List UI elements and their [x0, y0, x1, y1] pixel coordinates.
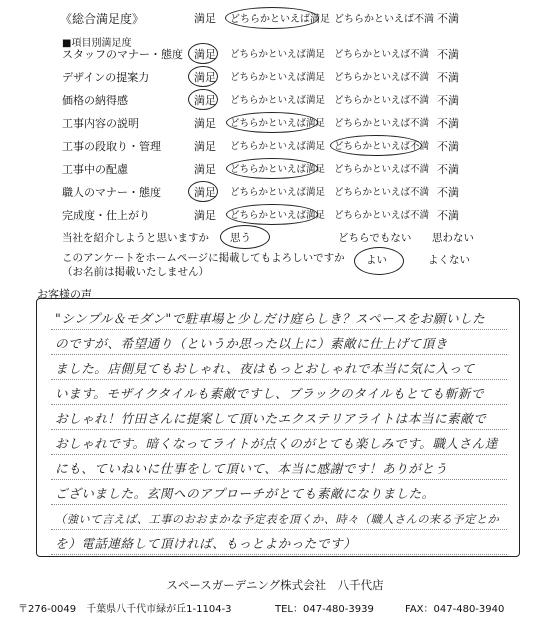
answer-circle: [188, 181, 218, 202]
item-unsatisfied[interactable]: 不満: [437, 48, 459, 61]
referral-yes[interactable]: 思う: [230, 232, 251, 244]
company-tel: TEL：047-480-3939: [275, 604, 374, 615]
comment-text: おしゃれです。暗くなってライトが点くのがとても楽しみです。職人さん達: [55, 436, 498, 451]
publish-question-line2: （お名前は掲載いたしません）: [62, 266, 209, 278]
item-somewhat-unsatisfied[interactable]: どちらかといえば不満: [334, 118, 430, 129]
section-title: ■項目別満足度: [62, 38, 132, 49]
item-label: 完成度・仕上がり: [62, 209, 150, 222]
answer-circle: [330, 135, 422, 156]
item-somewhat-satisfied[interactable]: どちらかといえば満足: [230, 187, 326, 198]
item-row: [0, 88, 550, 110]
item-label: 工事中の配慮: [62, 163, 128, 176]
item-satisfied[interactable]: 満足: [194, 71, 216, 84]
item-somewhat-satisfied[interactable]: どちらかといえば満足: [230, 72, 326, 83]
item-satisfied[interactable]: 満足: [194, 209, 216, 222]
publish-no[interactable]: よくない: [428, 254, 470, 266]
item-unsatisfied[interactable]: 不満: [437, 117, 459, 130]
item-satisfied[interactable]: 満足: [194, 48, 216, 61]
answer-circle: [188, 66, 218, 87]
answer-circle: [226, 204, 318, 225]
comment-text: います。モザイクタイルも素敵ですし、ブラックのタイルもとても斬新で: [55, 386, 484, 401]
publish-yes[interactable]: よい: [366, 254, 387, 266]
item-somewhat-unsatisfied[interactable]: どちらかといえば不満: [334, 187, 430, 198]
referral-neutral[interactable]: どちらでもない: [338, 232, 412, 244]
item-satisfied[interactable]: 満足: [194, 94, 216, 107]
answer-circle: [188, 43, 218, 64]
answer-circle: [226, 112, 318, 133]
comment-text: ございました。玄関へのアプローチがとても素敵になりました。: [55, 486, 435, 501]
item-label: 工事の段取り・管理: [62, 140, 161, 153]
referral-row: [0, 228, 550, 248]
referral-no[interactable]: 思わない: [432, 232, 474, 244]
comment-line: [51, 303, 507, 330]
item-somewhat-unsatisfied[interactable]: どちらかといえば不満: [334, 141, 430, 152]
overall-somewhat-satisfied[interactable]: どちらかといえば満足: [230, 14, 330, 25]
item-somewhat-satisfied[interactable]: どちらかといえば満足: [230, 210, 326, 221]
comment-box: [36, 298, 520, 557]
item-somewhat-satisfied[interactable]: どちらかといえば満足: [230, 141, 326, 152]
item-somewhat-satisfied[interactable]: どちらかといえば満足: [230, 164, 326, 175]
item-row: [0, 42, 550, 64]
referral-question: 当社を紹介しようと思いますか: [62, 232, 209, 244]
publish-question-line1: このアンケートをホームページに掲載してもよろしいですか: [62, 252, 345, 264]
item-row: [0, 65, 550, 87]
referral-answer-circle: [220, 225, 270, 249]
company-fax: FAX：047-480-3940: [405, 604, 505, 615]
comment-title: お客様の声: [37, 288, 92, 301]
answer-circle: [226, 158, 318, 179]
company-address: 〒276-0049 千葉県八千代市緑が丘1-1104-3: [18, 604, 232, 615]
company-name: スペースガーデニング株式会社 八千代店: [166, 578, 384, 592]
item-somewhat-unsatisfied[interactable]: どちらかといえば不満: [334, 49, 430, 60]
item-satisfied[interactable]: 満足: [194, 163, 216, 176]
item-somewhat-unsatisfied[interactable]: どちらかといえば不満: [334, 72, 430, 83]
comment-line: [51, 453, 507, 480]
comment-text: のですが、希望通り（というか思った以上に）素敵に仕上げて頂き: [55, 336, 448, 351]
comment-line: [51, 328, 507, 355]
item-satisfied[interactable]: 満足: [194, 117, 216, 130]
item-label: 職人のマナー・態度: [62, 186, 161, 199]
item-label: 工事内容の説明: [62, 117, 139, 130]
comment-line: [51, 353, 507, 380]
comment-line: [51, 528, 507, 555]
comment-text: ました。店側見てもおしゃれ、夜はもっとおしゃれで本当に気に入って: [55, 361, 475, 376]
item-label: スタッフのマナー・態度: [62, 48, 183, 61]
item-unsatisfied[interactable]: 不満: [437, 94, 459, 107]
overall-unsatisfied[interactable]: 不満: [437, 12, 459, 25]
comment-line: [51, 503, 507, 530]
item-somewhat-unsatisfied[interactable]: どちらかといえば不満: [334, 164, 430, 175]
item-label: デザインの提案力: [62, 71, 150, 84]
item-somewhat-satisfied[interactable]: どちらかといえば満足: [230, 118, 326, 129]
publish-answer-circle: [354, 247, 404, 275]
item-somewhat-satisfied[interactable]: どちらかといえば満足: [230, 95, 326, 106]
item-unsatisfied[interactable]: 不満: [437, 163, 459, 176]
item-row: [0, 180, 550, 202]
item-unsatisfied[interactable]: 不満: [437, 140, 459, 153]
comment-text: "シンプル＆モダン"で駐車場と少しだけ庭らしき？スペースをお願いした: [55, 311, 486, 326]
item-label: 価格の納得感: [62, 94, 128, 107]
comment-text: を）電話連絡して頂ければ、もっとよかったです）: [55, 536, 357, 551]
overall-answer-circle: [225, 7, 319, 29]
overall-somewhat-unsatisfied[interactable]: どちらかといえば不満: [334, 14, 434, 25]
item-unsatisfied[interactable]: 不満: [437, 186, 459, 199]
item-row: [0, 134, 550, 156]
item-satisfied[interactable]: 満足: [194, 140, 216, 153]
comment-text: （強いて言えば、工事のおおまかな予定表を頂くか、時々（職人さんの来る予定とか: [55, 513, 500, 526]
item-somewhat-satisfied[interactable]: どちらかといえば満足: [230, 49, 326, 60]
publish-row: [0, 250, 550, 280]
overall-label: 《総合満足度》: [60, 12, 145, 26]
item-unsatisfied[interactable]: 不満: [437, 209, 459, 222]
item-somewhat-unsatisfied[interactable]: どちらかといえば不満: [334, 210, 430, 221]
comment-line: [51, 378, 507, 405]
comment-text: おしゃれ！竹田さんに提案して頂いたエクステリアライトは本当に素敵で: [55, 411, 487, 426]
comment-text: にも、ていねいに仕事をして頂いて、本当に感謝です！ありがとう: [55, 461, 448, 476]
answer-circle: [188, 89, 218, 110]
comment-line: [51, 403, 507, 430]
item-somewhat-unsatisfied[interactable]: どちらかといえば不満: [334, 95, 430, 106]
item-satisfied[interactable]: 満足: [194, 186, 216, 199]
item-unsatisfied[interactable]: 不満: [437, 71, 459, 84]
comment-line: [51, 428, 507, 455]
comment-line: [51, 478, 507, 505]
overall-satisfied[interactable]: 満足: [194, 12, 216, 25]
